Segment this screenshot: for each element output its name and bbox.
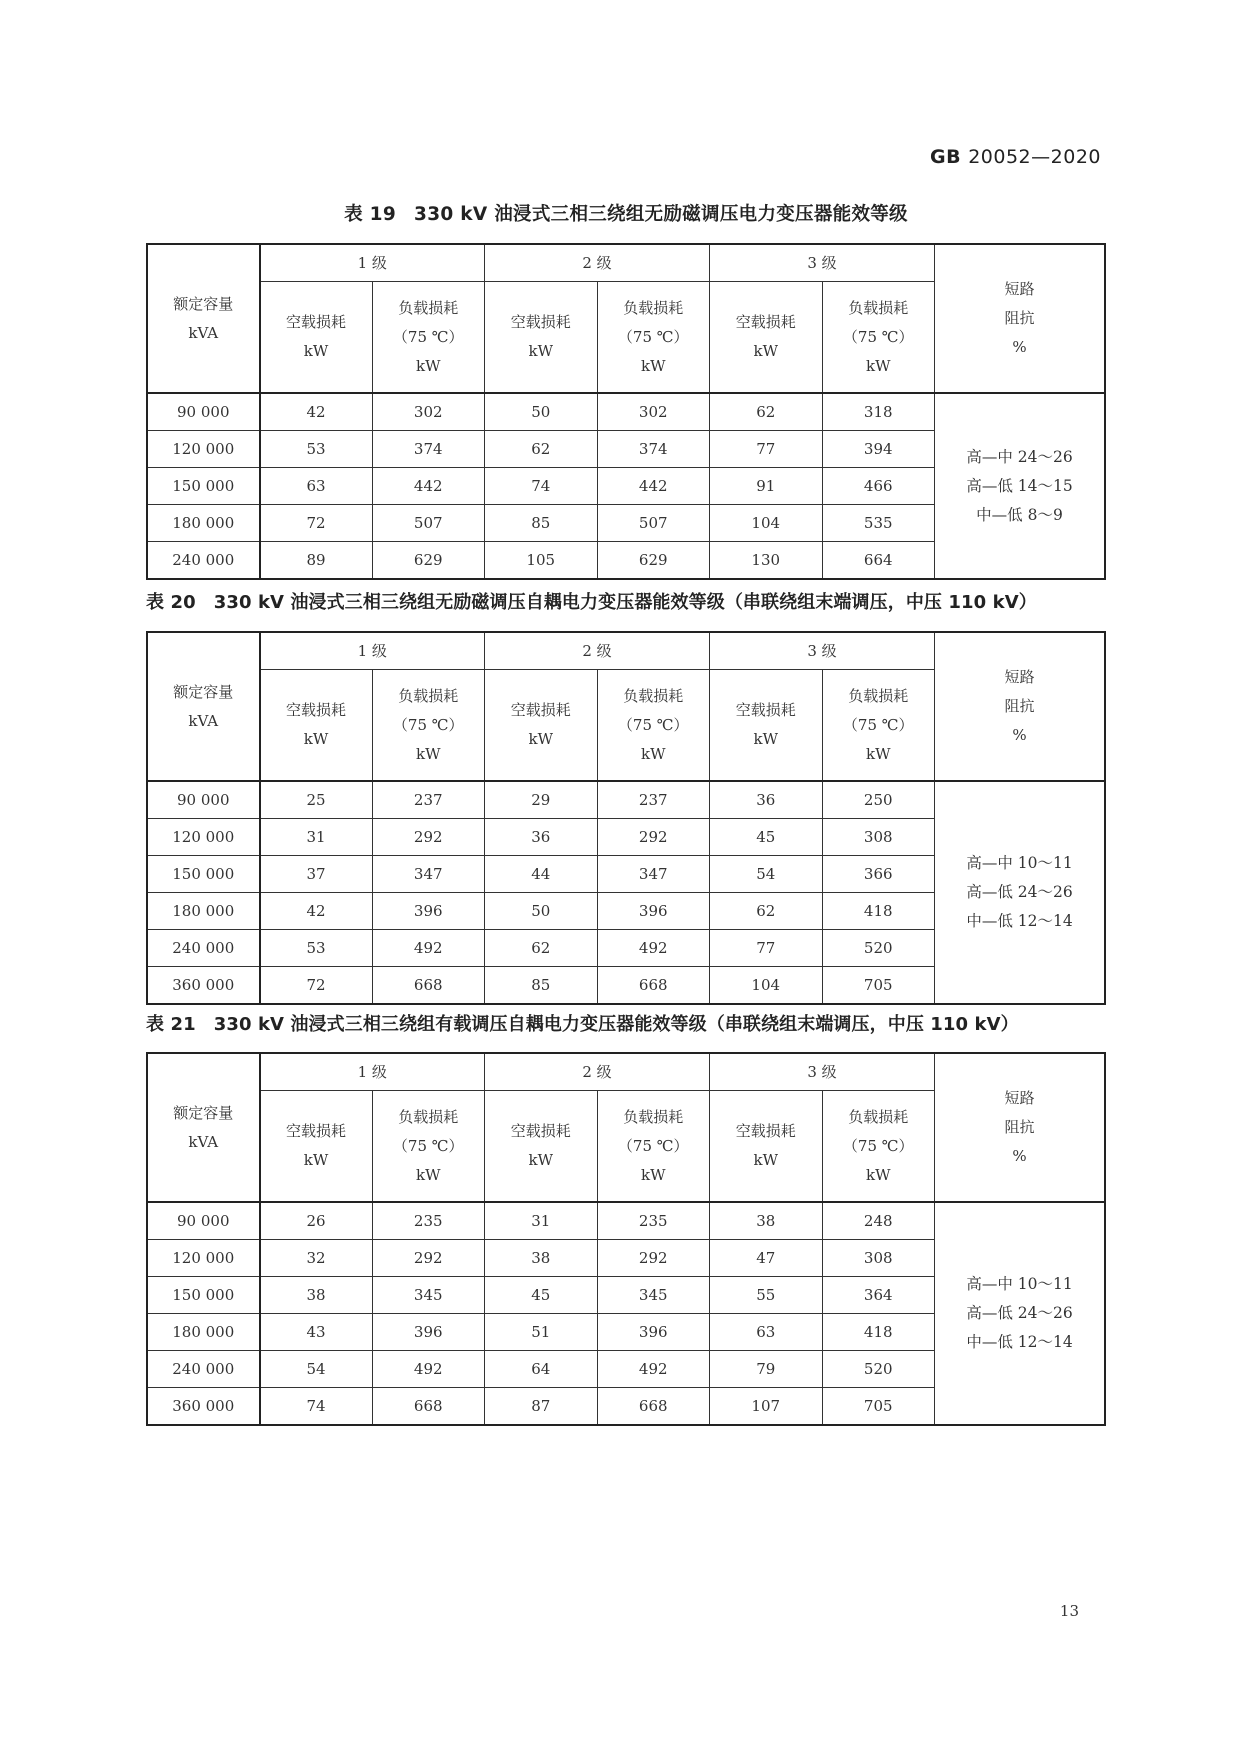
standard-code (930, 146, 1101, 168)
load-loss-header: 负载损耗 （75 ℃） kW (372, 1091, 485, 1203)
no-load-loss-header: 空载损耗 kW (485, 1091, 598, 1203)
value-cell: 89 (260, 542, 373, 580)
value-cell: 104 (710, 967, 823, 1005)
value-cell: 396 (372, 1314, 485, 1351)
no-load-loss-header: 空载损耗 kW (260, 1091, 373, 1203)
value-cell: 347 (372, 856, 485, 893)
value-cell: 105 (485, 542, 598, 580)
table-number: 表 21 (146, 1014, 196, 1035)
load-loss-header: 负载损耗 （75 ℃） kW (372, 282, 485, 394)
level-2-header: 2 级 (485, 1053, 710, 1091)
value-cell: 466 (822, 468, 935, 505)
table-number: 表 19 (344, 204, 397, 225)
table-row (147, 1202, 1105, 1240)
table-caption-20 (146, 588, 1106, 614)
value-cell: 292 (597, 1240, 710, 1277)
value-cell: 29 (485, 781, 598, 819)
load-loss-header: 负载损耗 （75 ℃） kW (822, 1091, 935, 1203)
value-cell: 668 (372, 967, 485, 1005)
value-cell: 53 (260, 431, 373, 468)
value-cell: 45 (710, 819, 823, 856)
value-cell: 396 (372, 893, 485, 930)
value-cell: 705 (822, 1388, 935, 1426)
value-cell: 72 (260, 967, 373, 1005)
capacity-cell: 180 000 (147, 893, 260, 930)
value-cell: 74 (485, 468, 598, 505)
level-2-header: 2 级 (485, 632, 710, 670)
value-cell: 507 (372, 505, 485, 542)
capacity-cell: 90 000 (147, 393, 260, 431)
no-load-loss-header: 空载损耗 kW (710, 282, 823, 394)
no-load-loss-header: 空载损耗 kW (485, 282, 598, 394)
value-cell: 418 (822, 893, 935, 930)
value-cell: 668 (597, 967, 710, 1005)
value-cell: 492 (597, 930, 710, 967)
value-cell: 36 (710, 781, 823, 819)
capacity-cell: 90 000 (147, 1202, 260, 1240)
value-cell: 42 (260, 393, 373, 431)
value-cell: 72 (260, 505, 373, 542)
value-cell: 629 (372, 542, 485, 580)
value-cell: 235 (372, 1202, 485, 1240)
capacity-cell: 120 000 (147, 431, 260, 468)
value-cell: 77 (710, 431, 823, 468)
impedance-header: 短路 阻抗 % (935, 632, 1106, 781)
value-cell: 705 (822, 967, 935, 1005)
capacity-cell: 150 000 (147, 856, 260, 893)
value-cell: 374 (372, 431, 485, 468)
value-cell: 248 (822, 1202, 935, 1240)
impedance-header: 短路 阻抗 % (935, 1053, 1106, 1202)
table-row (147, 393, 1105, 431)
value-cell: 31 (260, 819, 373, 856)
table-row (147, 781, 1105, 819)
value-cell: 292 (597, 819, 710, 856)
value-cell: 237 (372, 781, 485, 819)
value-cell: 520 (822, 1351, 935, 1388)
value-cell: 302 (597, 393, 710, 431)
value-cell: 442 (372, 468, 485, 505)
no-load-loss-header: 空载损耗 kW (710, 1091, 823, 1203)
standard-prefix: GB (930, 146, 962, 168)
value-cell: 292 (372, 1240, 485, 1277)
value-cell: 37 (260, 856, 373, 893)
value-cell: 492 (372, 930, 485, 967)
load-loss-header: 负载损耗 （75 ℃） kW (597, 1091, 710, 1203)
value-cell: 308 (822, 1240, 935, 1277)
value-cell: 318 (822, 393, 935, 431)
capacity-cell: 240 000 (147, 542, 260, 580)
capacity-cell: 150 000 (147, 468, 260, 505)
value-cell: 396 (597, 893, 710, 930)
value-cell: 394 (822, 431, 935, 468)
impedance-cell: 高—中 10～11 高—低 24～26 中—低 12～14 (935, 1202, 1106, 1425)
value-cell: 104 (710, 505, 823, 542)
impedance-cell: 高—中 24～26 高—低 14～15 中—低 8～9 (935, 393, 1106, 579)
value-cell: 64 (485, 1351, 598, 1388)
table-title: 330 kV 油浸式三相三绕组有载调压自耦电力变压器能效等级（串联绕组末端调压，中压 110 kV） (213, 1014, 1019, 1035)
value-cell: 25 (260, 781, 373, 819)
capacity-cell: 180 000 (147, 1314, 260, 1351)
capacity-cell: 360 000 (147, 1388, 260, 1426)
level-1-header: 1 级 (260, 1053, 485, 1091)
table-title: 330 kV 油浸式三相三绕组无励磁调压电力变压器能效等级 (414, 204, 908, 225)
value-cell: 79 (710, 1351, 823, 1388)
value-cell: 54 (710, 856, 823, 893)
value-cell: 63 (260, 468, 373, 505)
load-loss-header: 负载损耗 （75 ℃） kW (372, 670, 485, 782)
standard-number: 20052—2020 (968, 146, 1101, 168)
capacity-header: 额定容量 kVA (147, 1053, 260, 1202)
value-cell: 53 (260, 930, 373, 967)
value-cell: 292 (372, 819, 485, 856)
value-cell: 43 (260, 1314, 373, 1351)
value-cell: 664 (822, 542, 935, 580)
level-1-header: 1 级 (260, 244, 485, 282)
value-cell: 38 (710, 1202, 823, 1240)
value-cell: 302 (372, 393, 485, 431)
value-cell: 38 (485, 1240, 598, 1277)
value-cell: 130 (710, 542, 823, 580)
impedance-header: 短路 阻抗 % (935, 244, 1106, 393)
value-cell: 396 (597, 1314, 710, 1351)
value-cell: 54 (260, 1351, 373, 1388)
value-cell: 62 (485, 431, 598, 468)
value-cell: 47 (710, 1240, 823, 1277)
value-cell: 374 (597, 431, 710, 468)
value-cell: 442 (597, 468, 710, 505)
value-cell: 520 (822, 930, 935, 967)
table-caption-21 (146, 1010, 1106, 1036)
value-cell: 85 (485, 967, 598, 1005)
value-cell: 45 (485, 1277, 598, 1314)
no-load-loss-header: 空载损耗 kW (710, 670, 823, 782)
load-loss-header: 负载损耗 （75 ℃） kW (597, 670, 710, 782)
value-cell: 535 (822, 505, 935, 542)
value-cell: 418 (822, 1314, 935, 1351)
value-cell: 668 (597, 1388, 710, 1426)
level-3-header: 3 级 (710, 632, 935, 670)
impedance-cell: 高—中 10～11 高—低 24～26 中—低 12～14 (935, 781, 1106, 1004)
value-cell: 91 (710, 468, 823, 505)
capacity-cell: 360 000 (147, 967, 260, 1005)
value-cell: 50 (485, 393, 598, 431)
capacity-header: 额定容量 kVA (147, 632, 260, 781)
table-number: 表 20 (146, 592, 196, 613)
value-cell: 32 (260, 1240, 373, 1277)
level-3-header: 3 级 (710, 244, 935, 282)
value-cell: 31 (485, 1202, 598, 1240)
value-cell: 62 (485, 930, 598, 967)
load-loss-header: 负载损耗 （75 ℃） kW (822, 670, 935, 782)
no-load-loss-header: 空载损耗 kW (260, 282, 373, 394)
capacity-cell: 120 000 (147, 819, 260, 856)
level-1-header: 1 级 (260, 632, 485, 670)
value-cell: 492 (597, 1351, 710, 1388)
no-load-loss-header: 空载损耗 kW (485, 670, 598, 782)
value-cell: 63 (710, 1314, 823, 1351)
value-cell: 36 (485, 819, 598, 856)
efficiency-table-20 (146, 631, 1106, 1005)
value-cell: 26 (260, 1202, 373, 1240)
value-cell: 668 (372, 1388, 485, 1426)
value-cell: 62 (710, 393, 823, 431)
capacity-cell: 240 000 (147, 930, 260, 967)
no-load-loss-header: 空载损耗 kW (260, 670, 373, 782)
value-cell: 345 (372, 1277, 485, 1314)
value-cell: 42 (260, 893, 373, 930)
table-caption-19 (146, 200, 1106, 226)
value-cell: 250 (822, 781, 935, 819)
table-title: 330 kV 油浸式三相三绕组无励磁调压自耦电力变压器能效等级（串联绕组末端调压，中压 110 kV） (213, 592, 1037, 613)
value-cell: 364 (822, 1277, 935, 1314)
level-2-header: 2 级 (485, 244, 710, 282)
value-cell: 51 (485, 1314, 598, 1351)
capacity-header: 额定容量 kVA (147, 244, 260, 393)
value-cell: 87 (485, 1388, 598, 1426)
value-cell: 347 (597, 856, 710, 893)
load-loss-header: 负载损耗 （75 ℃） kW (597, 282, 710, 394)
capacity-cell: 180 000 (147, 505, 260, 542)
value-cell: 77 (710, 930, 823, 967)
capacity-cell: 90 000 (147, 781, 260, 819)
value-cell: 62 (710, 893, 823, 930)
value-cell: 507 (597, 505, 710, 542)
value-cell: 38 (260, 1277, 373, 1314)
value-cell: 50 (485, 893, 598, 930)
value-cell: 235 (597, 1202, 710, 1240)
value-cell: 107 (710, 1388, 823, 1426)
efficiency-table-21 (146, 1052, 1106, 1426)
capacity-cell: 150 000 (147, 1277, 260, 1314)
value-cell: 629 (597, 542, 710, 580)
capacity-cell: 120 000 (147, 1240, 260, 1277)
capacity-cell: 240 000 (147, 1351, 260, 1388)
value-cell: 74 (260, 1388, 373, 1426)
value-cell: 85 (485, 505, 598, 542)
value-cell: 55 (710, 1277, 823, 1314)
value-cell: 366 (822, 856, 935, 893)
level-3-header: 3 级 (710, 1053, 935, 1091)
page-number: 13 (1059, 1602, 1079, 1620)
value-cell: 44 (485, 856, 598, 893)
value-cell: 237 (597, 781, 710, 819)
value-cell: 308 (822, 819, 935, 856)
load-loss-header: 负载损耗 （75 ℃） kW (822, 282, 935, 394)
efficiency-table-19 (146, 243, 1106, 580)
value-cell: 492 (372, 1351, 485, 1388)
value-cell: 345 (597, 1277, 710, 1314)
